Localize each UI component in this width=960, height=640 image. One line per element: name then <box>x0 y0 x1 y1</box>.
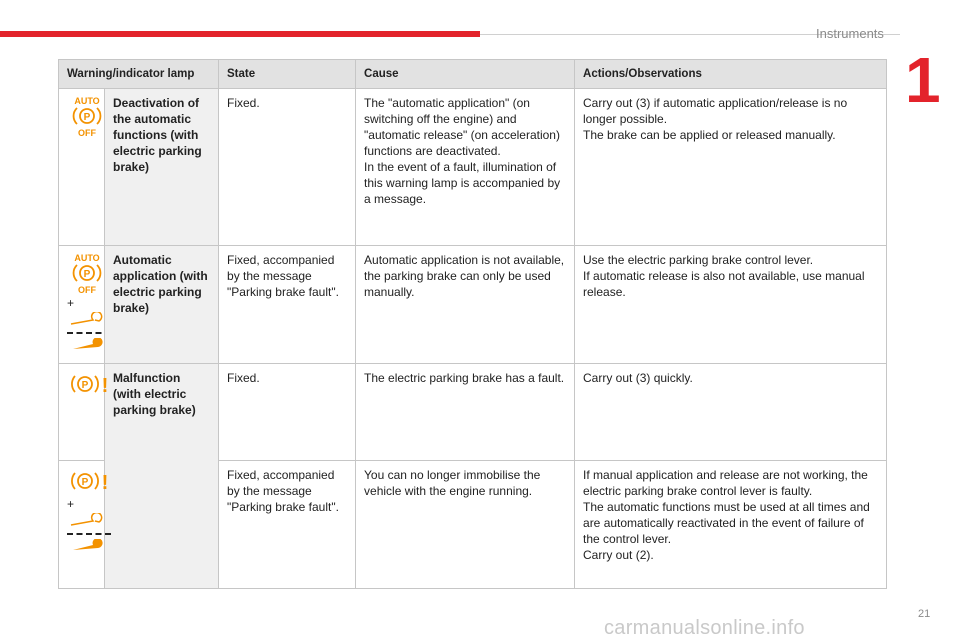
divider-dashes <box>67 533 111 535</box>
lamp-icon-cell <box>59 246 105 364</box>
cause-cell: The electric parking brake has a fault. <box>356 364 575 461</box>
table-row <box>59 89 887 246</box>
svg-text:!: ! <box>101 472 109 494</box>
svg-text:P: P <box>81 477 89 488</box>
cause-cell: The "automatic application" (on switching off the engine) and "automatic release" (on acceleration) functions are deactivated. In the event of a fault, illumination of this warning lamp is accompanied by a message. <box>356 89 575 246</box>
chapter-number: 1 <box>905 44 941 116</box>
auto-parking-brake-off-icon <box>67 95 107 137</box>
wrench-outline-icon <box>67 312 107 328</box>
lamp-name: Malfunction (with electric parking brake) <box>105 364 219 589</box>
column-header-cause: Cause <box>356 60 575 89</box>
state-cell: Fixed. <box>219 89 356 246</box>
cause-cell: You can no longer immobilise the vehicle with the engine running. <box>356 461 575 589</box>
lamp-icon-cell <box>59 89 105 246</box>
svg-text:P: P <box>81 380 89 391</box>
svg-text:P: P <box>83 269 91 280</box>
state-cell: Fixed, accompanied by the message "Parking brake fault". <box>219 246 356 364</box>
column-header-lamp: Warning/indicator lamp <box>59 60 219 89</box>
wrench-outline-icon <box>67 513 107 529</box>
wrench-service-icon <box>67 539 107 553</box>
lamp-name: Deactivation of the automatic functions (with electric parking brake) <box>105 89 219 246</box>
page-number: 21 <box>918 608 931 620</box>
lamp-name: Automatic application (with electric parking brake) <box>105 246 219 364</box>
svg-text:AUTO: AUTO <box>74 96 100 106</box>
state-cell: Fixed, accompanied by the message "Parking brake fault". <box>219 461 356 589</box>
watermark-text: carmanualsonline.info <box>604 617 805 639</box>
table-row <box>59 364 887 461</box>
actions-cell: Carry out (3) quickly. <box>575 364 887 461</box>
actions-cell: If manual application and release are not working, the electric parking brake control lever is faulty. The automatic functions must be used at all times and are automatically reactivated in the event of failure of the control lever. Carry out (2). <box>575 461 887 589</box>
section-title: Instruments <box>816 26 884 41</box>
cause-cell: Automatic application is not available, the parking brake can only be used manually. <box>356 246 575 364</box>
plus-sign: + <box>67 296 75 310</box>
parking-brake-fault-icon <box>67 467 111 495</box>
state-cell: Fixed. <box>219 364 356 461</box>
table-row <box>59 246 887 364</box>
warning-lamp-table <box>58 59 887 589</box>
svg-text:!: ! <box>101 375 109 397</box>
auto-parking-brake-off-icon <box>67 252 107 294</box>
parking-brake-fault-icon <box>67 370 111 398</box>
svg-text:P: P <box>83 112 91 123</box>
wrench-service-icon <box>67 338 107 352</box>
svg-text:AUTO: AUTO <box>74 253 100 263</box>
column-header-actions: Actions/Observations <box>575 60 887 89</box>
plus-sign: + <box>67 497 75 511</box>
lamp-icon-cell <box>59 364 109 461</box>
svg-text:OFF: OFF <box>78 128 96 137</box>
header-accent-bar <box>0 31 480 37</box>
table-header-row <box>59 60 887 89</box>
actions-cell: Carry out (3) if automatic application/release is no longer possible. The brake can be applied or released manually. <box>575 89 887 246</box>
column-header-state: State <box>219 60 356 89</box>
actions-cell: Use the electric parking brake control lever. If automatic release is also not available, use manual release. <box>575 246 887 364</box>
lamp-icon-cell <box>59 461 109 589</box>
svg-text:OFF: OFF <box>78 285 96 294</box>
